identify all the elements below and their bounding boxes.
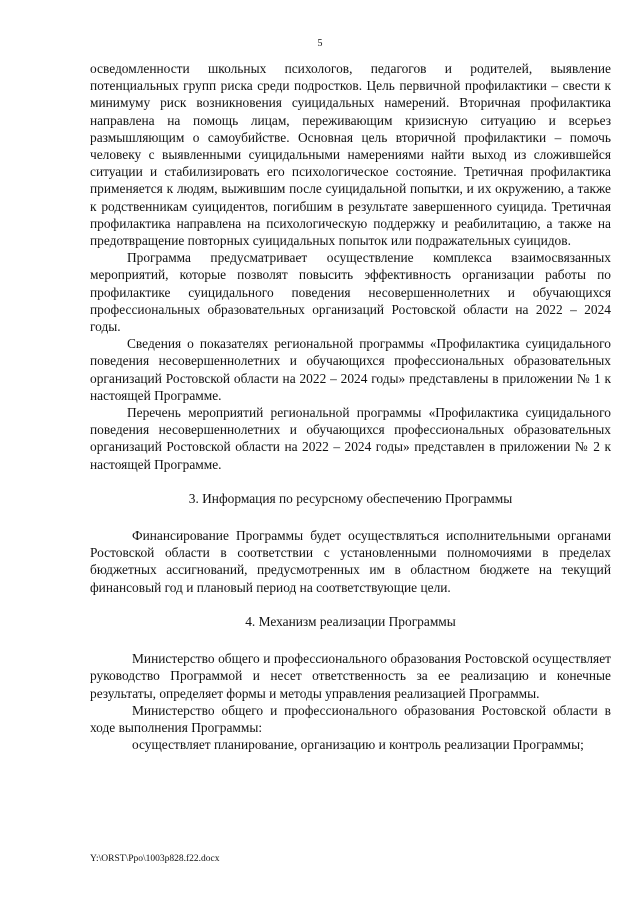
file-path-footer: Y:\ORST\Ppo\1003p828.f22.docx <box>90 854 220 864</box>
paragraph-financing: Финансирование Программы будет осуществляться исполнительными органами Ростовской области в соответствии с установленными полномочиями в пределах бюджетных ассигнований, предусмотренных им в областном бюджете на текущий финансовый год и плановый период на соответствующие цели. <box>90 528 611 595</box>
paragraph-ministry-duties: Министерство общего и профессионального образования Ростовской области в ходе выполнения Программы: <box>90 702 611 735</box>
paragraph-activities-list: Перечень мероприятий региональной программы «Профилактика суицидального поведения несовершеннолетних и обучающихся профессиональных образовательных организаций Ростовской области на 2022 – 2024 годы» представлен в приложении № 2 к настоящей Программе. <box>90 405 611 472</box>
section-3-heading: 3. Информация по ресурсному обеспечению Программы <box>188 490 513 506</box>
section-4-heading: 4. Механизм реализации Программы <box>245 613 456 629</box>
paragraph-prevention-types: осведомленности школьных психологов, педагогов и родителей, выявление потенциальных групп риска среди подростков. Цель первичной профилактики – свести к минимуму риск возникновения суицидальных намерений. Вторичная профилактика направлена на помощь лицам, переживающим кризисную ситуацию и всерьез размышляющим о самоубийстве. Основная цель вторичной профилактики – помочь человеку с выявленными суицидальными намерениями найти выход из сложившейся ситуации и стабилизировать его психологическое состояние. Третичная профилактика применяется к людям, выжившим после суицидальной попытки, и их окружению, а также к родственникам суицидентов, погибшим в результате завершенного суицида. Третичная профилактика направлена на психологическую поддержку и реабилитацию, а также на предотвращение повторных суицидальных попыток или подражательных суицидов. <box>90 61 611 249</box>
page-number: 5 <box>317 38 323 49</box>
paragraph-indicators: Сведения о показателях региональной программы «Профилактика суицидального поведения несовершеннолетних и обучающихся профессиональных образовательных организаций Ростовской области на 2022 – 2024 годы» представлены в приложении № 1 к настоящей Программе. <box>90 336 611 403</box>
paragraph-ministry-leadership: Министерство общего и профессионального образования Ростовской осуществляет руководство Программой и несет ответственность за ее реализацию и конечные результаты, определяет формы и методы управления реализацией Программы. <box>90 651 611 701</box>
paragraph-program-measures: Программа предусматривает осуществление комплекса взаимосвязанных мероприятий, которые позволят повысить эффективность организации работы по профилактике суицидального поведения несовершеннолетних и обучающихся профессиональных образовательных организаций Ростовской области на 2022 – 2024 годы. <box>90 250 611 335</box>
document-body <box>90 60 611 753</box>
paragraph-planning: осуществляет планирование, организацию и контроль реализации Программы; <box>132 737 584 753</box>
